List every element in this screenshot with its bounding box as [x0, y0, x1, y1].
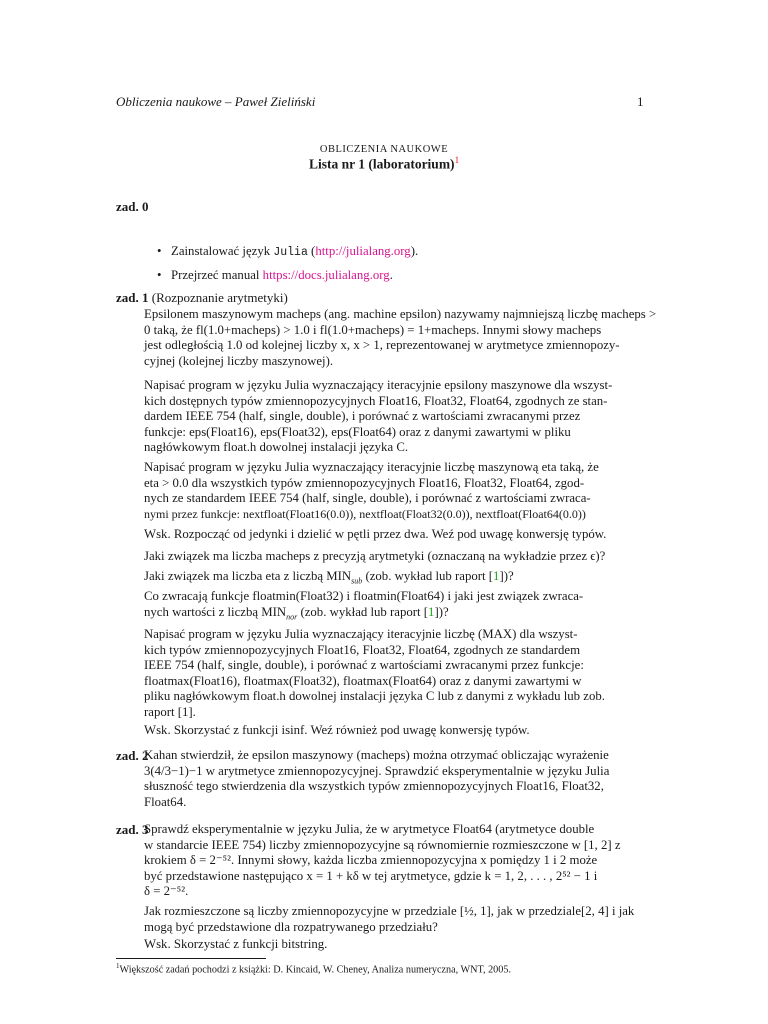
zad3-hint: Wsk. Skorzystać z funkcji bitstring. [144, 937, 328, 951]
running-header: Obliczenia naukowe – Paweł Zieliński [116, 94, 316, 109]
zad1-question-macheps: Jaki związek ma liczba macheps z precyzją arytmetyki (oznaczaną na wykładzie przez ϵ)? [144, 549, 606, 563]
list-item: • Zainstalować język Julia (http://julialang.org). [157, 240, 418, 264]
zad1-hint1: Wsk. Rozpocząć od jedynki i dzielić w pętli przez dwa. Weź pod uwagę konwersję typów. [144, 527, 607, 541]
list-item: • Przejrzeć manual https://docs.julialang.org. [157, 264, 418, 286]
zad2-text: Kahan stwierdził, że epsilon maszynowy (macheps) można otrzymać obliczając wyrażenie 3(4/3−1)−1 w arytmetyce zmiennopozycyjnej. Sprawdzić eksperymentalnie w języku Julia słuszność tego stwierdzenia dla wszystkich typów zmiennopozycyjnych Float16, Float32, Float64. [144, 748, 610, 809]
zad1-question-eta: Jaki związek ma liczba eta z liczbą $MIN_{sub}$ (zob. wykład lub raport [1])? [144, 569, 514, 586]
list-title: Lista nr 1 (laboratorium)$^1$ [308, 155, 460, 172]
docs-link[interactable]: https://docs.julialang.org [262, 268, 390, 282]
bullet-icon: • [157, 244, 162, 258]
zad1-definition: Epsilonem maszynowym macheps (ang. machine epsilon) nazywamy najmniejszą liczbę macheps > 0 taką, że fl(1.0+macheps) > 1.0 i fl(1.0+macheps) = 1+macheps. Innymi słowy macheps jest odległością 1.0 od kolejnej liczby x, x > 1, reprezentowanej w arytmetyce zmiennopozy- cyjnej (kolejnej liczby maszynowej). [144, 307, 657, 368]
zad3-question: Jak rozmieszczone są liczby zmiennopozycyjne w przedziale [½, 1], jak w przedziale[2, 4] i jak mogą być przedstawione dla rozpatrywanego przedziału? [144, 904, 635, 934]
julialang-link[interactable]: http://julialang.org [315, 244, 411, 258]
course-title: OBLICZENIA NAUKOWE [319, 144, 449, 155]
footnote-mark[interactable]: 1 [454, 155, 460, 165]
zad0-label: zad. 0 [116, 199, 149, 214]
ref-link[interactable]: 1 [428, 604, 435, 619]
footnote: $^1$Większość zadań pochodzi z książki: D. Kincaid, W. Cheney, Analiza numeryczna, WNT, 2005. [116, 962, 511, 976]
footnote-divider [116, 958, 266, 959]
zad1-task-max: Napisać program w języku Julia wyznaczający iteracyjnie liczbę (MAX) dla wszyst- kich typów zmiennopozycyjnych Float16, Float32, Float64, zgodnych ze standardem IEEE 754 (half, single, double), i porównać z wartościami zwracanymi przez funkcje: floatmax(Float16), floatmax(Float32), floatmax(Float64) oraz z danymi zawartymi w pliku nagłówkowym float.h dowolnej instalacji języka C lub z danymi z wykładu lub zob. raport [1]. [144, 627, 605, 719]
zad3-label: zad. 3 [116, 822, 149, 837]
zad1-question-floatmin: Co zwracają funkcje floatmin(Float32) i floatmin(Float64) i jaki jest związek zwraca- nych wartości z liczbą $MIN_{nor}$ (zob. wykład lub raport [1])? [144, 589, 584, 622]
zad1-hint2: Wsk. Skorzystać z funkcji isinf. Weź również pod uwagę konwersję typów. [144, 723, 530, 737]
zad0-bullets [157, 240, 418, 286]
zad3-text: Sprawdź eksperymentalnie w języku Julia, że w arytmetyce Float64 (arytmetyce double w standarcie IEEE 754) liczby zmiennopozycyjne są równomiernie rozmieszczone w [1, 2] z krokiem δ = 2⁻⁵². Innymi słowy, każda liczba zmiennopozycyjna x pomiędzy 1 i 2 może być przedstawione następująco x = 1 + kδ w tej arytmetyce, gdzie k = 1, 2, . . . , 2⁵² − 1 i δ = 2⁻⁵². [144, 822, 621, 898]
zad1-task-eps: Napisać program w języku Julia wyznaczający iteracyjnie epsilony maszynowe dla wszyst- kich dostępnych typów zmiennopozycyjnych Float16, Float32, Float64, zgodnych ze stan- dardem IEEE 754 (half, single, double), i porównać z wartościami zwracanymi przez funkcje: eps(Float16), eps(Float32), eps(Float64) oraz z danymi zawartymi w pliku nagłówkowym float.h dowolnej instalacji języka C. [144, 378, 613, 454]
page-number: 1 [637, 94, 644, 109]
ref-link[interactable]: 1 [493, 569, 500, 583]
bullet-icon: • [157, 268, 162, 282]
zad1-label: zad. 1 (Rozpoznanie arytmetyki) [116, 290, 288, 305]
zad1-task-eta: Napisać program w języku Julia wyznaczający iteracyjnie liczbę maszynową eta taką, że eta > 0.0 dla wszystkich typów zmiennopozycyjnych Float16, Float32, Float64, zgod- nych ze standardem IEEE 754 (half, single, double), i porównać z wartościami zwraca- nymi przez funkcje: nextfloat(Float16(0.0)), nextfloat(Float32(0.0)), nextfloat(Float64(0.0)) [144, 460, 599, 521]
zad2-label: zad. 2 [116, 748, 149, 763]
